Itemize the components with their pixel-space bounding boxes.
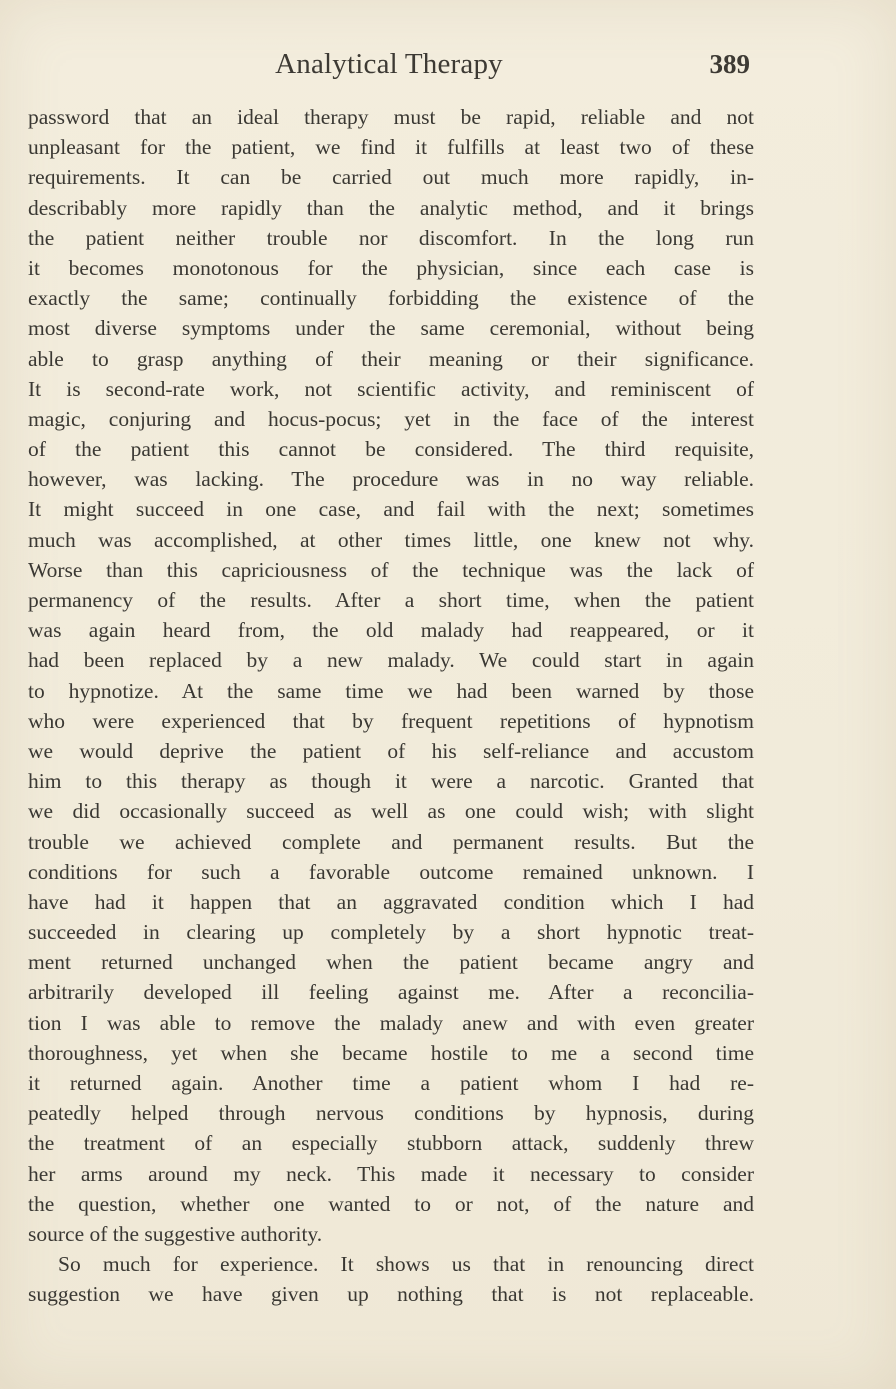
text-line: the patient neither trouble nor discomfort. In the long run [28, 225, 754, 250]
paragraph-end-line: source of the suggestive authority. [28, 1221, 323, 1246]
text-line: had been replaced by a new malady. We could start in again [28, 648, 754, 673]
text-line: peatedly helped through nervous conditions by hypnosis, during [28, 1101, 754, 1126]
text-line: her arms around my neck. This made it necessary to consider [28, 1161, 754, 1186]
text-line: much was accomplished, at other times little, one knew not why. [28, 527, 754, 552]
text-line: we would deprive the patient of his self-reliance and accustom [28, 738, 754, 763]
text-line: him to this therapy as though it were a narcotic. Granted that [28, 769, 754, 794]
text-line: most diverse symptoms under the same ceremonial, without being [28, 316, 754, 341]
text-line: permanency of the results. After a short time, when the patient [28, 588, 754, 612]
text-line: conditions for such a favorable outcome remained unknown. I [28, 859, 754, 884]
text-line: exactly the same; continually forbidding the existence of the [28, 286, 754, 311]
page-header [28, 44, 750, 84]
text-line: the treatment of an especially stubborn attack, suddenly threw [28, 1131, 754, 1156]
text-line: trouble we achieved complete and permanent results. But the [28, 829, 754, 854]
text-line: It is second-rate work, not scientific activity, and reminiscent of [28, 376, 754, 401]
text-line: was again heard from, the old malady had reappeared, or it [28, 618, 754, 643]
text-line: Worse than this capriciousness of the technique was the lack of [28, 557, 754, 582]
running-title: Analytical Therapy [275, 48, 503, 80]
text-line: password that an ideal therapy must be rapid, reliable and not [28, 105, 754, 129]
text-line: tion I was able to remove the malady anew and with even greater [28, 1010, 754, 1035]
text-line: suggestion we have given up nothing that is not replaceable. [28, 1282, 754, 1307]
text-line: to hypnotize. At the same time we had been warned by those [28, 678, 754, 703]
body-text [28, 102, 754, 1310]
text-line: describably more rapidly than the analytic method, and it brings [28, 195, 754, 220]
text-line: however, was lacking. The procedure was in no way reliable. [28, 467, 754, 492]
paragraph-start-line: So much for experience. It shows us that in renouncing direct [58, 1252, 754, 1277]
text-line: It might succeed in one case, and fail with the next; sometimes [28, 497, 754, 522]
text-line: it returned again. Another time a patient whom I had re- [28, 1071, 754, 1095]
text-line: succeeded in clearing up completely by a short hypnotic treat- [28, 920, 754, 945]
text-line: arbitrarily developed ill feeling against me. After a reconcilia- [28, 980, 754, 1005]
text-line: able to grasp anything of their meaning or their significance. [28, 346, 754, 371]
text-line: it becomes monotonous for the physician, since each case is [28, 255, 754, 280]
text-line: ment returned unchanged when the patient became angry and [28, 950, 754, 975]
text-line: of the patient this cannot be considered. The third requisite, [28, 437, 754, 462]
text-line: have had it happen that an aggravated condition which I had [28, 889, 754, 914]
text-line: requirements. It can be carried out much more rapidly, in- [28, 165, 754, 190]
text-line: we did occasionally succeed as well as one could wish; with slight [28, 799, 754, 824]
text-line: magic, conjuring and hocus-pocus; yet in the face of the interest [28, 406, 754, 431]
text-line: the question, whether one wanted to or not, of the nature and [28, 1191, 754, 1216]
text-line: who were experienced that by frequent repetitions of hypnotism [28, 708, 754, 733]
text-line: unpleasant for the patient, we find it fulfills at least two of these [28, 135, 754, 160]
page-number: 389 [709, 49, 750, 79]
text-line: thoroughness, yet when she became hostile to me a second time [28, 1040, 754, 1065]
